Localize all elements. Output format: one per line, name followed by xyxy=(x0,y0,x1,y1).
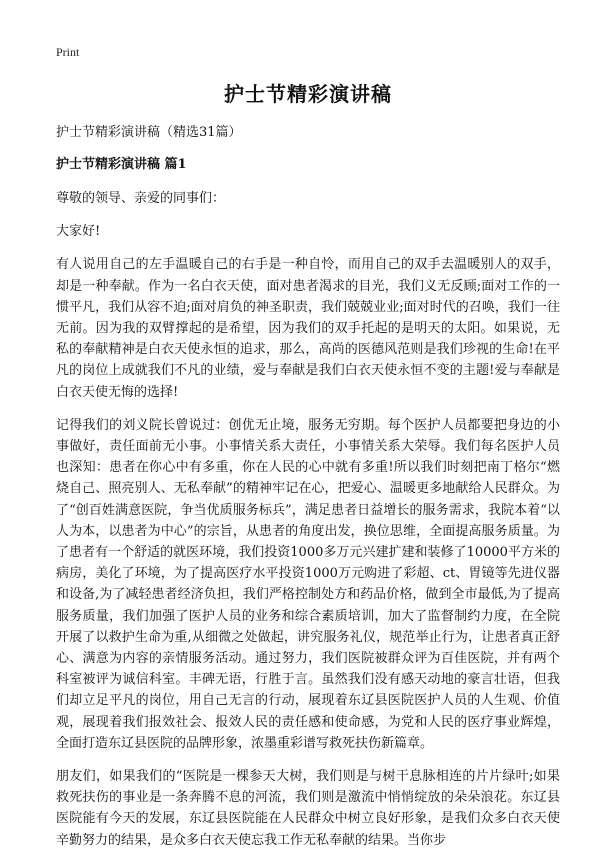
document-subtitle: 护士节精彩演讲稿（精选31篇） xyxy=(56,125,242,140)
print-link[interactable]: Print xyxy=(56,45,80,59)
body-paragraph: 朋友们，如果我们的“医院是一棵参天大树，我们则是与树干息脉相连的片片绿叶;如果救死扶伤的事业是一条奔腾不息的河流，我们则是激流中悄悄绽放的朵朵浪花。东辽县医院能有今天的发展，东辽县医院能在人民群众中树立良好形象，是我们众多白衣天使辛勤努力的结果，是众多白衣天使忘我工作无私奉献的结果。当你步 xyxy=(56,769,560,848)
greeting-paragraph: 大家好! xyxy=(56,224,101,240)
body-paragraph: 记得我们的刘义院长曾说过：创优无止境，服务无穷期。每个医护人员都要把身边的小事做好，责任面前无小事。小事情关系大责任，小事情关系大荣辱。我们每名医护人员也深知：患者在你心中有多重，你在人民的心中就有多重!所以我们时刻把南丁格尔“燃烧自己、照亮别人、无私奉献”的精神牢记在心，把爱心、温暖更多地献给人民群众。为了“创百姓满意医院，争当优质服务标兵”，满足患者日益增长的服务需求，我院本着“以人为本，以患者为中心”的宗旨，从患者的角度出发，换位思维，全面提高服务质量。为了患者有一个舒适的就医环境，我们投资1000多万元兴建扩建和装修了10000平方米的病房，美化了环境，为了提高医疗水平投资1000万元购进了彩超、ct、胃镜等先进仪器和设备,为了减轻患者经济负担，我们严格控制处方和药品价格，做到全市最低,为了提高服务质量，我们加强了医护人员的业务和综合素质培训，加大了监督制约力度，在全院开展了以救护生命为重,从细微之处做起，讲究服务礼仪，规范举止行为，让患者真正舒心、满意为内容的亲情服务活动。通过努力，我们医院被群众评为百佳医院，并有两个科室被评为诚信科室。丰碑无语，行胜于言。虽然我们没有感天动地的豪言壮语，但我们却立足平凡的岗位，用自己无言的行动，展现着东辽县医院医护人员的人生观、价值观，展现着我们报效社会、报效人民的责任感和使命感，为党和人民的医疗事业辉煌，全面打造东辽县医院的品牌形象，浓墨重彩谱写救死扶伤新篇章。 xyxy=(56,417,560,751)
salutation-paragraph: 尊敬的领导、亲爱的同事们： xyxy=(56,191,226,206)
page-title: 护士节精彩演讲稿 xyxy=(224,82,392,106)
section-heading: 护士节精彩演讲稿 篇1 xyxy=(56,157,187,172)
body-paragraph: 有人说用自己的左手温暖自己的右手是一种自怜，而用自己的双手去温暖别人的双手，却是一种奉献。作为一名白衣天使，面对患者渴求的目光，我们义无反顾;面对工作的一惯平凡，我们从容不迫;面对肩负的神圣职责，我们兢兢业业;面对时代的召唤，我们一往无前。因为我的双臂撑起的是希望，因为我们的双手托起的是明天的太阳。如果说，无私的奉献精神是白衣天使永恒的追求，那么，高尚的医德风范则是我们珍视的生命!在平凡的岗位上成就我们不凡的业绩，爱与奉献是我们白衣天使永恒不变的主题!爱与奉献是白衣天使无悔的选择! xyxy=(56,257,560,400)
